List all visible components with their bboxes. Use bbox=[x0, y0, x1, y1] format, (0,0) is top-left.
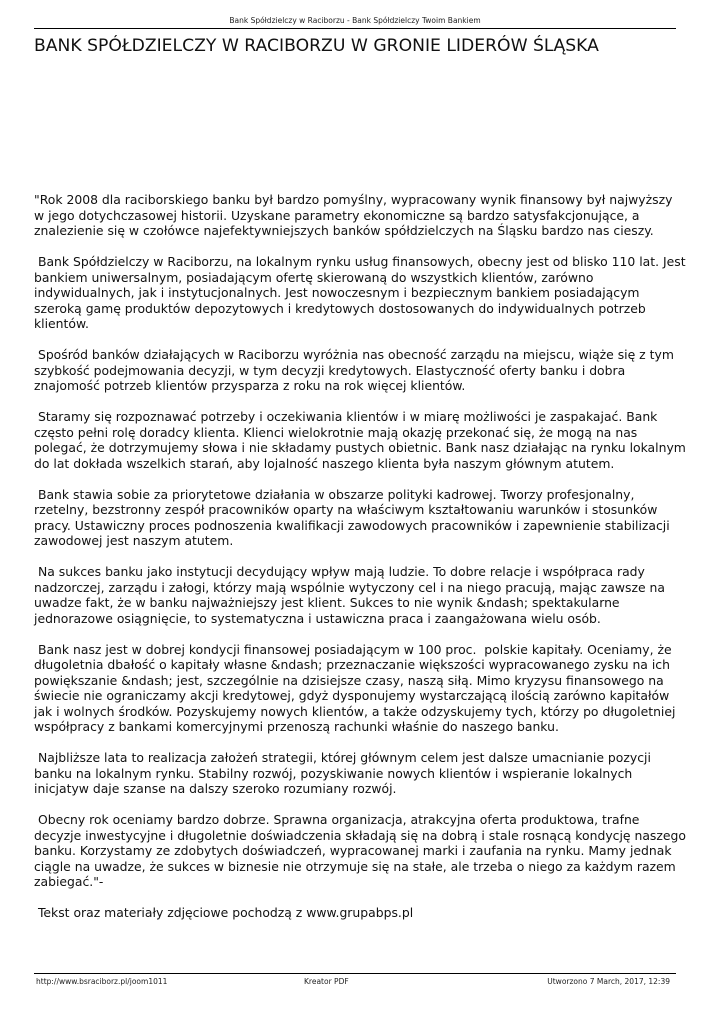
paragraph: "Rok 2008 dla raciborskiego banku był bardzo pomyślny, wypracowany wynik finansowy był najwyższy w jego dotychczasowej historii. Uzyskane parametry ekonomiczne są bardzo satysfakcjonujące, a znalezienie się w czołówce najefektywniejszych banków spółdzielczych na Śląsku bardzo nas cieszy. bbox=[34, 192, 677, 238]
paragraph: Najbliższe lata to realizacja założeń strategii, której głównym celem jest dalsze umacnianie pozycji banku na lokalnym rynku. Stabilny rozwój, pozyskiwanie nowych klientów i wspieranie lokalnych inicjatyw daje szanse na dalszy szeroko rozumiany rozwój. bbox=[34, 750, 655, 796]
running-header-title: Bank Spółdzielczy w Raciborzu - Bank Spółdzielczy Twoim Bankiem bbox=[229, 16, 481, 25]
paragraph: Bank nasz jest w dobrej kondycji finansowej posiadającym w 100 proc. polskie kapitały. Oceniamy, że długoletnia dbałość o kapitały własne &ndash; przeznaczanie większości wypracowanego zysku na ich powiększanie &ndash; jest, szczególnie na dzisiejsze czasy, naszą siłą. Mimo kryzysu finansowego na świecie nie ograniczamy akcji kredytowej, gdyż dysponujemy wystarczającą ilością zarówno kapitałów jak i wolnych środków. Pozyskujemy nowych klientów, a także odzyskujemy tych, którzy po długoletniej współpracy z bankami komercyjnymi przenoszą rachunki właśnie do naszego banku. bbox=[34, 641, 680, 734]
paragraph: Spośród banków działających w Raciborzu wyróżnia nas obecność zarządu na miejscu, wiąże się z tym szybkość podejmowania decyzji, w tym decyzji kredytowych. Elastyczność oferty banku i dobra znajomość potrzeb klientów przysparza z roku na rok więcej klientów. bbox=[34, 347, 678, 393]
footer-url[interactable]: http://www.bsraciborz.pl/joom1011 bbox=[36, 977, 168, 986]
footer-creator: Kreator PDF bbox=[304, 977, 349, 986]
paragraph: Na sukces banku jako instytucji decydujący wpływ mają ludzie. To dobre relacje i współpraca rady nadzorczej, zarządu i załogi, którzy mają wspólnie wytyczony cel i na niego pracują, mając zawsze na uwadze fakt, że w banku najważniejszy jest klient. Sukces to nie wynik &ndash; spektakularne jednorazowe osiągnięcie, to systematyczna i ustawiczna praca i zaangażowana wielu osób. bbox=[34, 564, 669, 626]
paragraph: Obecny rok oceniamy bardzo dobrze. Sprawna organizacja, atrakcyjna oferta produktowa, trafne decyzje inwestycyjne i długoletnie doświadczenia składają się na dobrą i stale rosnącą kondycję naszego banku. Korzystamy ze zdobytych doświadczeń, wypracowanej marki i zaufania na rynku. Mamy jednak ciągle na uwadze, że sukces w biznesie nie otrzymuje się na stałe, ale trzeba o niego za każdym razem zabiegać."- bbox=[34, 812, 690, 889]
page-footer bbox=[34, 973, 676, 986]
header-rule bbox=[34, 28, 676, 29]
footer-created-date: Utworzono 7 March, 2017, 12:39 bbox=[547, 977, 670, 986]
paragraph: Bank stawia sobie za priorytetowe działania w obszarze polityki kadrowej. Tworzy profesjonalny, rzetelny, bezstronny zespół pracowników oparty na właściwym kształtowaniu warunków i stosunków pracy. Ustawiczny proces podnoszenia kwalifikacji zawodowych pracowników i zapewnienie stabilizacji zawodowej jest naszym atutem. bbox=[34, 486, 674, 548]
article-body bbox=[34, 192, 690, 936]
paragraph: Bank Spółdzielczy w Raciborzu, na lokalnym rynku usług finansowych, obecny jest od blisko 110 lat. Jest bankiem uniwersalnym, posiadającym ofertę skierowaną do wszystkich klientów, zarówno indywidualnych, jak i instytucjonalnych. Jest nowoczesnym i bezpiecznym bankiem posiadającym szeroką gamę produktów depozytowych i kredytowych dostosowanych do indywidualnych potrzeb klientów. bbox=[34, 254, 690, 331]
paragraph: Tekst oraz materiały zdjęciowe pochodzą z www.grupabps.pl bbox=[34, 905, 414, 920]
paragraph: Staramy się rozpoznawać potrzeby i oczekiwania klientów i w miarę możliwości je zaspakajać. Bank często pełni rolę doradcy klienta. Klienci wielokrotnie mają okazję przekonać się, że mogą na nas polegać, że dotrzymujemy słowa i nie składamy pustych obietnic. Bank nasz działając na rynku lokalnym do lat dokłada wszelkich starań, aby lojalność naszego klienta była naszym głównym atutem. bbox=[34, 409, 690, 471]
article-title: BANK SPÓŁDZIELCZY W RACIBORZU W GRONIE LIDERÓW ŚLĄSKA bbox=[34, 36, 599, 56]
